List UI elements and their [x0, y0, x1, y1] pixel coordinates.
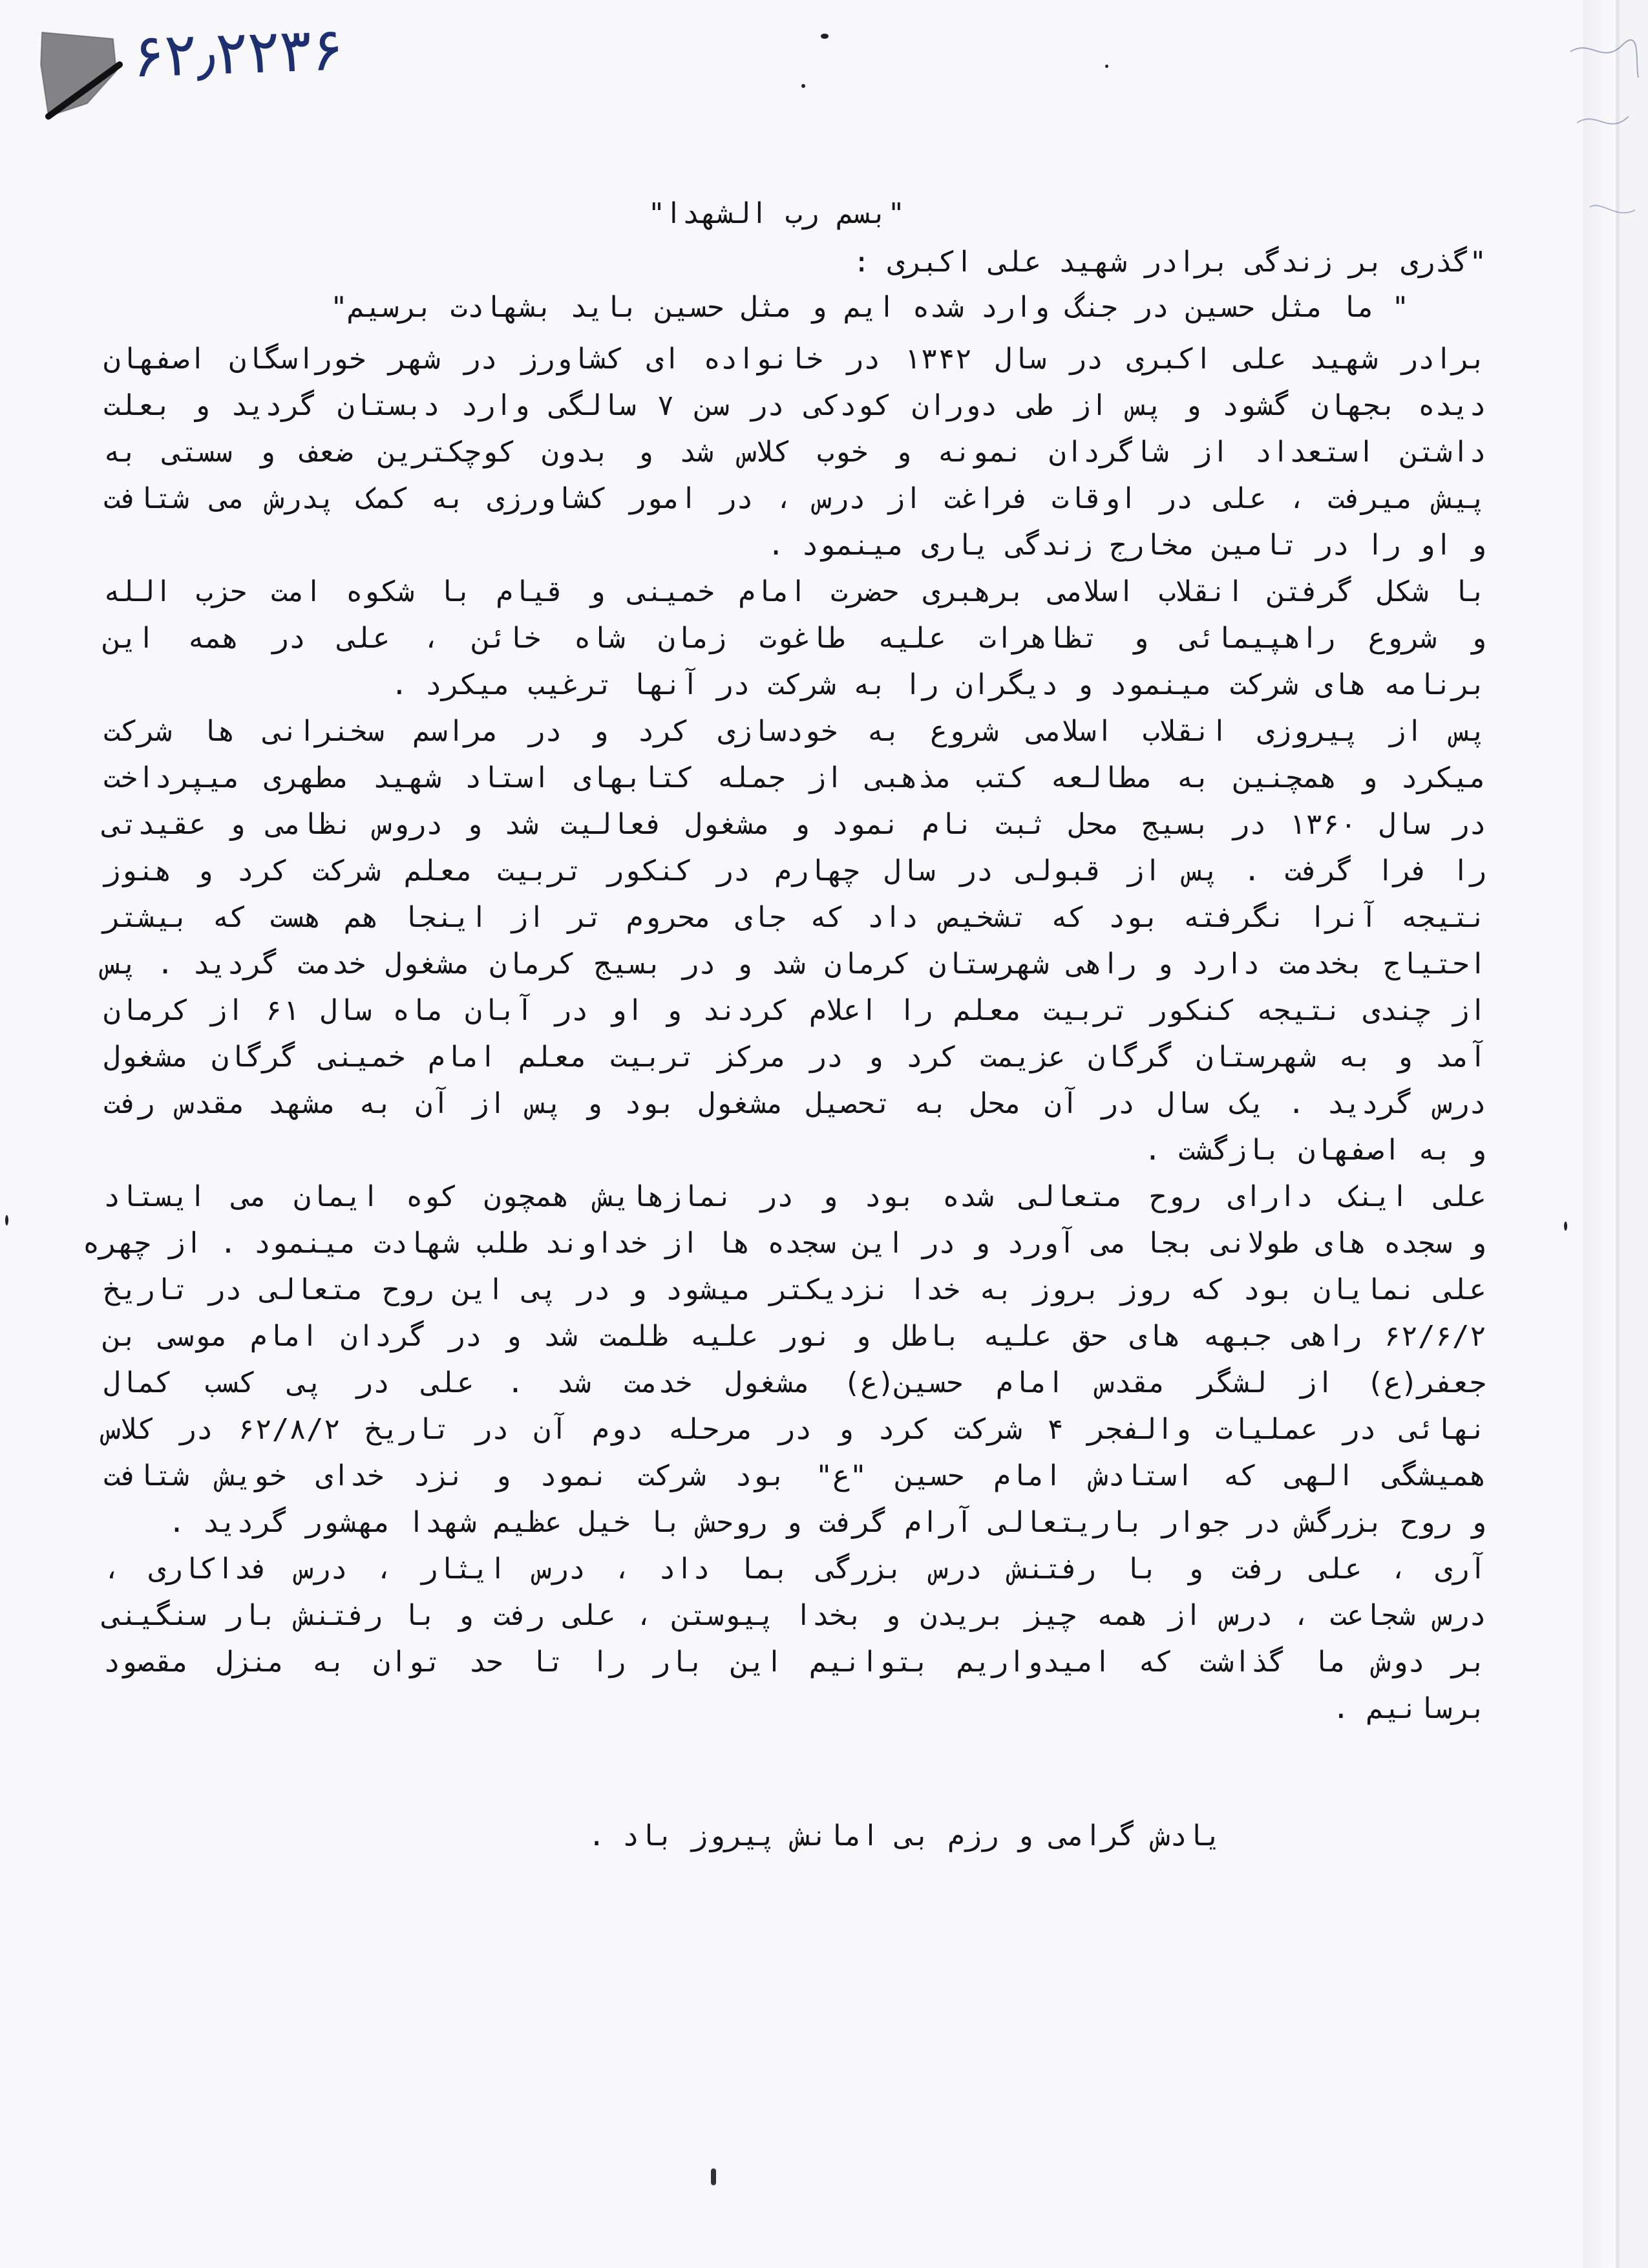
archive-number: ۶۲٫۲۲۳۶ — [131, 14, 345, 91]
text-line: و سجده های طولانی بجا می آورد و در این سجده ها از خداوند طلب شهادت مینمود . از چهره — [82, 1227, 1486, 1260]
ink-dot — [821, 34, 829, 39]
ink-dot — [1564, 1222, 1567, 1231]
text-line: بر دوش ما گذاشت که امیدواریم بتوانیم این بار را تا حد توان به منزل مقصود — [103, 1646, 1486, 1679]
text-line: علی اینک دارای روح متعالی شده بود و در نمازهایش همچون کوه ایمان می ایستاد — [103, 1180, 1486, 1213]
text-line: نهائی در عملیات والفجر ۴ شرکت کرد و در مرحله دوم آن در تاریخ ۶۲/۸/۲ در کلاس — [103, 1413, 1487, 1446]
text-line: ۶۲/۶/۲ راهی جبهه های حق علیه باطل و نور علیه ظلمت شد و در گردان امام موسی بن — [103, 1320, 1486, 1353]
paragraph — [103, 708, 1486, 1174]
text-line: درس شجاعت ، درس از همه چیز بریدن و بخدا پیوستن ، علی رفت و با رفتنش بار سنگینی — [103, 1599, 1486, 1632]
text-line: در سال ۱۳۶۰ در بسیج محل ثبت نام نمود و مشغول فعالیت شد و دروس نظامی و عقیدتی — [103, 808, 1486, 841]
paragraph — [103, 569, 1486, 708]
closing-line: یادش گرامی و رزم بی امانش پیروز باد . — [587, 1819, 1221, 1852]
text-line: برسانیم . — [1332, 1692, 1486, 1725]
text-line: همیشگی الهی که استادش امام حسین "ع" بود شرکت نمود و نزد خدای خویش شتافت — [103, 1459, 1486, 1492]
text-line: و شروع راهپیمائی و تظاهرات علیه طاغوت زمان شاه خائن ، علی در همه این — [103, 622, 1486, 655]
text-line: از چندی نتیجه کنکور تربیت معلم را اعلام کردند و او در آبان ماه سال ۶۱ از کرمان — [103, 994, 1487, 1027]
text-line: علی نمایان بود که روز بروز به خدا نزدیکتر میشود و در پی این روح متعالی در تاریخ — [103, 1273, 1486, 1306]
text-line: آمد و به شهرستان گرگان عزیمت کرد و در مرکز تربیت معلم امام خمینی گرگان مشغول — [103, 1041, 1486, 1074]
ink-dot — [801, 84, 805, 88]
text-line: دیده بجهان گشود و پس از طی دوران کودکی در سن ۷ سالگی وارد دبستان گردید و بعلت — [103, 389, 1486, 422]
text-line: آری ، علی رفت و با رفتنش درس بزرگی بما داد ، درس ایثار ، درس فداکاری ، — [103, 1553, 1486, 1585]
text-line: را فرا گرفت . پس از قبولی در سال چهارم در کنکور تربیت معلم شرکت کرد و هنوز — [103, 854, 1486, 887]
ink-mark — [711, 2168, 716, 2185]
document-quote: " ما مثل حسین در جنگ وارد شده ایم و مثل حسین باید بشهادت برسیم" — [330, 291, 1409, 324]
document-heading: "بسم رب الشهدا" — [648, 197, 905, 230]
ink-dot — [5, 1215, 8, 1225]
text-line: پس از پیروزی انقلاب اسلامی شروع به خودسازی کرد و در مراسم سخنرانی ها شرکت — [103, 715, 1486, 748]
text-line: و او را در تامین مخارج زندگی یاری مینمود . — [767, 529, 1486, 562]
text-line: احتیاج بخدمت دارد و راهی شهرستان کرمان شد و در بسیج کرمان مشغول خدمت گردید . پس — [103, 948, 1486, 980]
ink-dot — [1105, 65, 1108, 68]
document-subtitle: "گذری بر زندگی برادر شهید علی اکبری : — [852, 246, 1486, 279]
text-line: و روح بزرگش در جوار باریتعالی آرام گرفت و روحش با خیل عظیم شهدا مهشور گردید . — [168, 1506, 1486, 1539]
text-line: داشتن استعداد از شاگردان نمونه و خوب کلاس شد و بدون کوچکترین ضعف و سستی به — [103, 436, 1486, 469]
text-line: و به اصفهان بازگشت . — [1144, 1134, 1486, 1167]
text-line: جعفر(ع) از لشگر مقدس امام حسین(ع) مشغول خدمت شد . علی در پی کسب کمال — [103, 1366, 1486, 1399]
margin-scribble-icon — [1564, 26, 1642, 233]
text-line: با شکل گرفتن انقلاب اسلامی برهبری حضرت امام خمینی و قیام با شکوه امت حزب الله — [103, 575, 1486, 608]
text-line: برنامه های شرکت مینمود و دیگران را به شرکت در آنها ترغیب میکرد . — [390, 668, 1486, 701]
text-line: برادر شهید علی اکبری در سال ۱۳۴۲ در خانواده ای کشاورز در شهر خوراسگان اصفهان — [103, 343, 1486, 376]
stapled-corner-icon — [36, 26, 126, 123]
text-line: درس گردید . یک سال در آن محل به تحصیل مشغول بود و پس از آن به مشهد مقدس رفت — [103, 1087, 1486, 1120]
text-line: نتیجه آنرا نگرفته بود که تشخیص داد که جای محروم تر از اینجا هم هست که بیشتر — [103, 901, 1486, 934]
text-line: میکرد و همچنین به مطالعه کتب مذهبی از جمله کتابهای استاد شهید مطهری میپرداخت — [103, 761, 1486, 794]
page-edge-shadow — [1583, 0, 1616, 2268]
paragraph — [82, 1174, 1487, 1546]
document-body — [82, 336, 1487, 1732]
text-line: پیش میرفت ، علی در اوقات فراغت از درس ، در امور کشاورزی به کمک پدرش می شتافت — [103, 482, 1486, 515]
paragraph — [103, 336, 1486, 569]
paragraph — [103, 1546, 1486, 1732]
